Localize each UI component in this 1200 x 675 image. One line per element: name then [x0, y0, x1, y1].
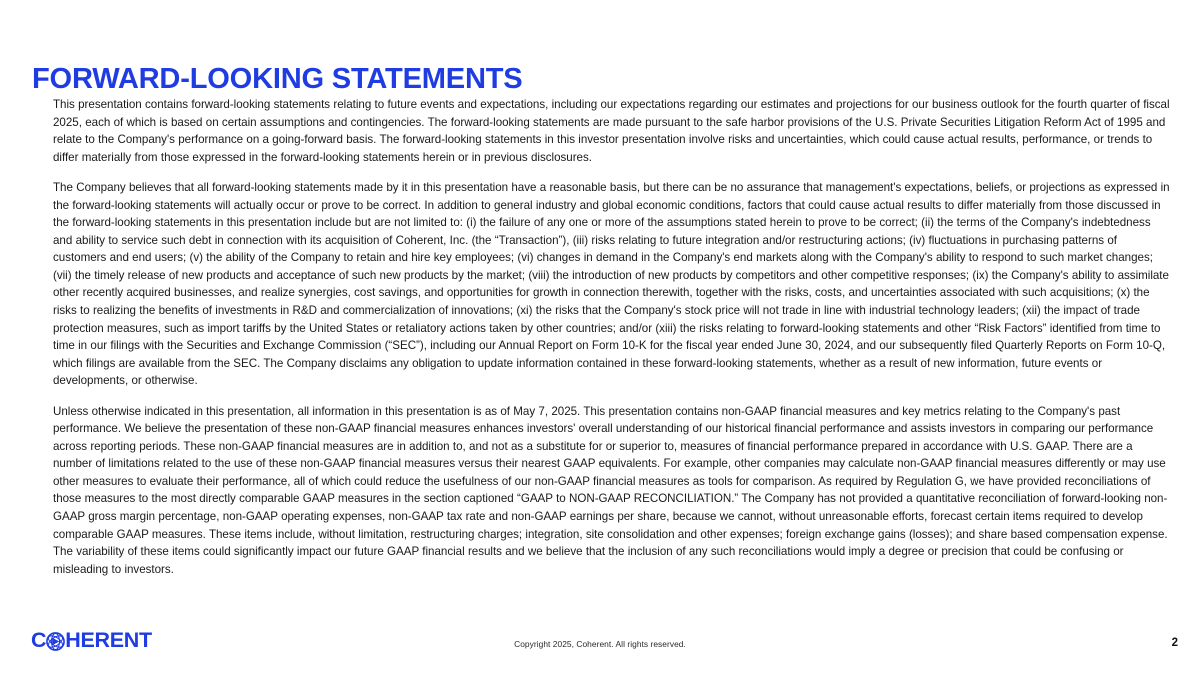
- disclaimer-body: [53, 96, 1173, 578]
- paragraph-2: The Company believes that all forward-looking statements made by it in this presentation have a reasonable basis, but there can be no assurance that management's expectations, beliefs, or projections as expressed in the forward-looking statements will actually occur or prove to be correct. In addition to general industry and global economic conditions, factors that could cause actual results to differ materially from those discussed in the forward-looking statements in this presentation include but are not limited to: (i) the failure of any one or more of the assumptions stated herein to prove to be correct; (ii) the terms of the Company's indebtedness and ability to service such debt in connection with its acquisition of Coherent, Inc. (the “Transaction”), (iii) risks relating to future integration and/or restructuring actions; (iv) fluctuations in purchasing patterns of customers and end users; (v) the ability of the Company to retain and hire key employees; (vi) changes in demand in the Company's end markets along with the Company's ability to respond to such market changes; (vii) the timely release of new products and acceptance of such new products by the market; (viii) the introduction of new products by competitors and other competitive responses; (ix) the Company's ability to assimilate other recently acquired businesses, and realize synergies, cost savings, and opportunities for growth in connection therewith, together with the risks, costs, and uncertainties associated with such acquisitions; (x) the risks to realizing the benefits of investments in R&D and commercialization of innovations; (xi) the risks that the Company's stock price will not trade in line with industrial technology leaders; (xii) the impact of trade protection measures, such as import tariffs by the United States or retaliatory actions taken by other countries; and/or (xiii) the risks relating to forward-looking statements and other “Risk Factors” identified from time to time in our filings with the Securities and Exchange Commission (“SEC”), including our Annual Report on Form 10-K for the fiscal year ended June 30, 2024, and our subsequently filed Quarterly Reports on Form 10-Q, which filings are available from the SEC. The Company disclaims any obligation to update information contained in these forward-looking statements, whether as a result of new information, future events or developments, or otherwise.: [53, 181, 1170, 388]
- copyright-notice: Copyright 2025, Coherent. All rights reserved.: [514, 639, 686, 649]
- slide-footer: [0, 605, 1200, 675]
- logo-text-before: C: [31, 628, 47, 653]
- page-number: 2: [1171, 637, 1178, 649]
- paragraph-3: Unless otherwise indicated in this presentation, all information in this presentation is as of May 7, 2025. This presentation contains non-GAAP financial measures and key metrics relating to the Company's past performance. We believe the presentation of these non-GAAP financial measures enhances investors' overall understanding of our historical financial performance and assists investors in comparing our performance across reporting periods. These non-GAAP financial measures are in addition to, and not as a substitute for or superior to, measures of financial performance prepared in accordance with U.S. GAAP. There are a number of limitations related to the use of these non-GAAP financial measures versus their nearest GAAP equivalents. For example, other companies may calculate non-GAAP financial measures differently or may use other measures to evaluate their performance, all of which could reduce the usefulness of our non-GAAP financial measures as tools for comparison. As required by Regulation G, we have provided reconciliations of those measures to the most directly comparable GAAP measures in the section captioned “GAAP to NON-GAAP RECONCILIATION.” The Company has not provided a quantitative reconciliation of forward-looking non-GAAP gross margin percentage, non-GAAP operating expenses, non-GAAP tax rate and non-GAAP earnings per share, because we cannot, without unreasonable efforts, forecast certain items required to develop comparable GAAP measures. These items include, without limitation, restructuring charges; integration, site consolidation and other expenses; foreign exchange gains (losses); and share based compensation expense. The variability of these items could significantly impact our future GAAP financial results and we believe that the inclusion of any such reconciliations would imply a degree or precision that could be confusing or misleading to investors.: [53, 404, 1168, 576]
- logo-text-after: HERENT: [65, 628, 152, 653]
- page-title: FORWARD-LOOKING STATEMENTS: [32, 63, 523, 96]
- paragraph-1: This presentation contains forward-looking statements relating to future events and expectations, including our expectations regarding our estimates and projections for our business outlook for the fourth quarter of fiscal 2025, each of which is based on certain assumptions and contingencies. The forward-looking statements are made pursuant to the safe harbor provisions of the U.S. Private Securities Litigation Reform Act of 1995 and relate to the Company's performance on a going-forward basis. The forward-looking statements in this investor presentation involve risks and uncertainties, which could cause actual results, performance, or trends to differ materially from those expressed in the forward-looking statements herein or in previous disclosures.: [53, 98, 1170, 164]
